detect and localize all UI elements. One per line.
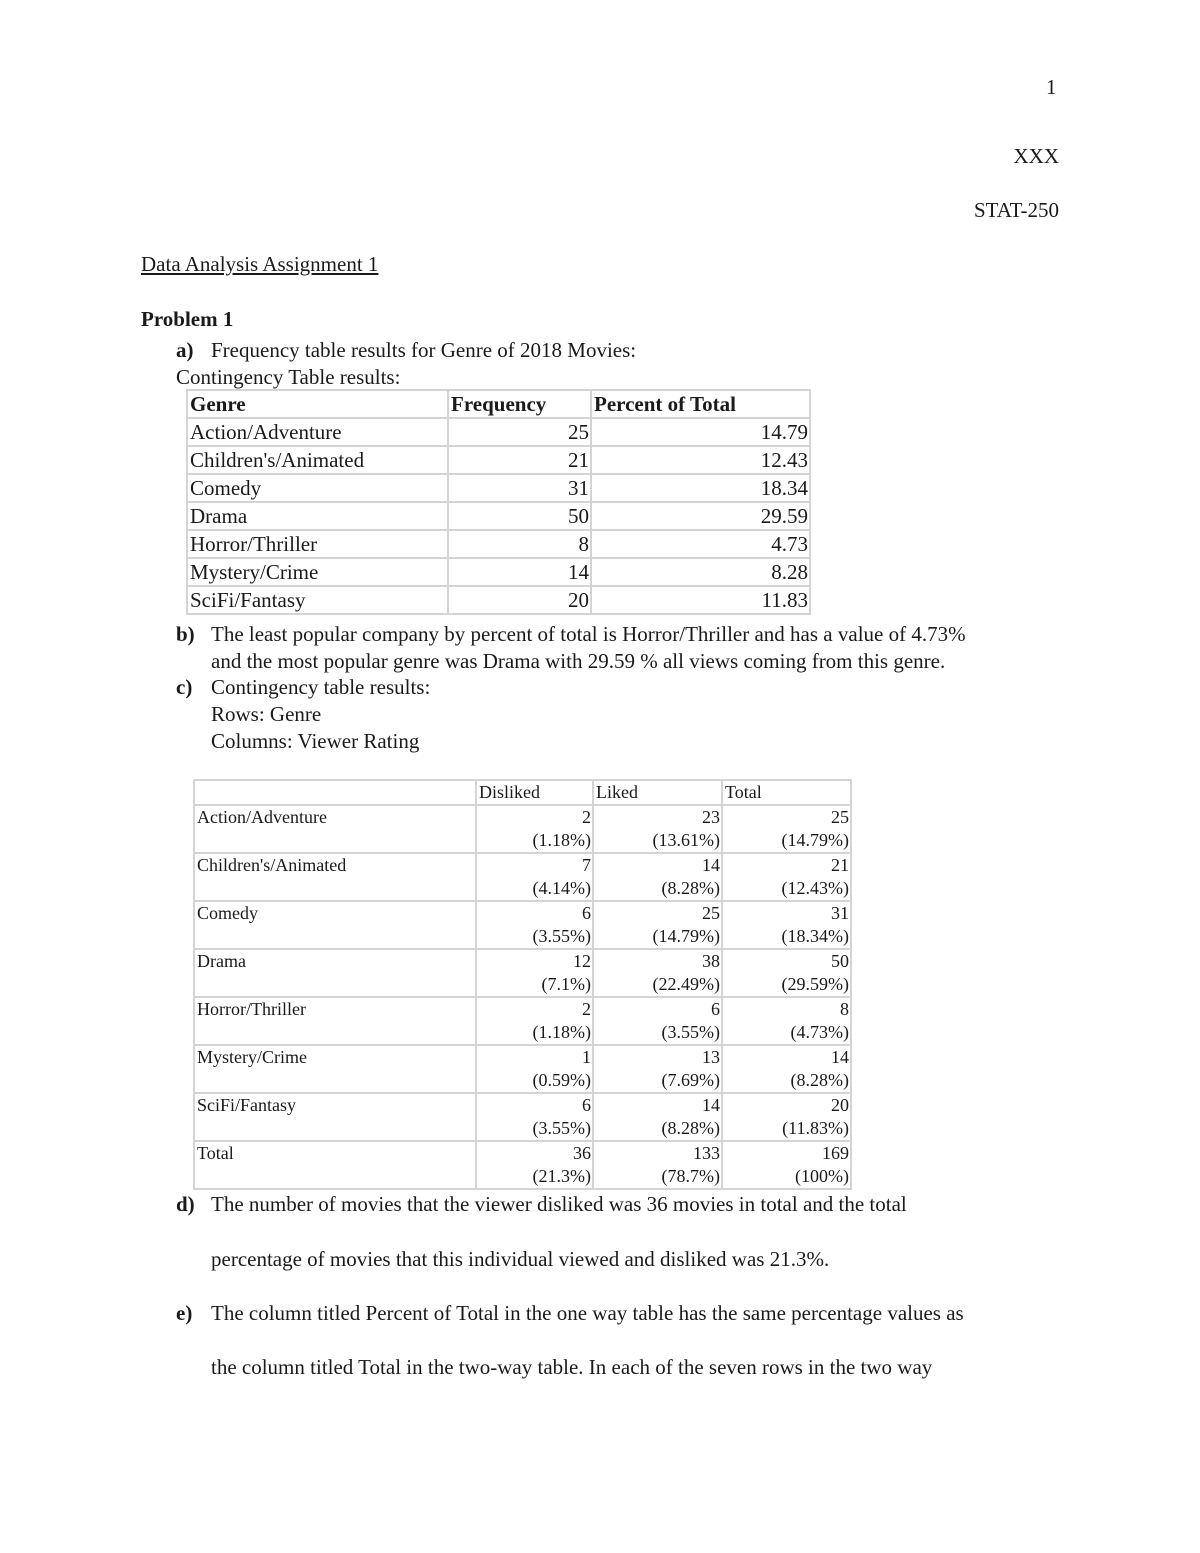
genre-cell: Horror/Thriller (194, 997, 476, 1045)
count-value: 2 (582, 807, 591, 827)
percent-cell: 29.59 (591, 502, 810, 530)
total-cell (722, 1141, 851, 1189)
percent-value: (7.69%) (661, 1070, 720, 1090)
liked-cell (593, 1093, 722, 1141)
genre-cell: Action/Adventure (187, 418, 448, 446)
part-c-line3: Columns: Viewer Rating (211, 729, 420, 753)
count-value: 14 (702, 855, 720, 875)
percent-value: (100%) (795, 1166, 849, 1186)
liked-cell (593, 1045, 722, 1093)
count-value: 23 (702, 807, 720, 827)
genre-cell: Action/Adventure (194, 805, 476, 853)
disliked-cell (476, 997, 593, 1045)
percent-value: (14.79%) (781, 830, 849, 850)
count-value: 12 (573, 951, 591, 971)
count-value: 13 (702, 1047, 720, 1067)
percent-value: (0.59%) (532, 1070, 591, 1090)
header-liked: Liked (593, 780, 722, 805)
header-total: Total (722, 780, 851, 805)
genre-cell: Children's/Animated (187, 446, 448, 474)
genre-cell: SciFi/Fantasy (187, 586, 448, 614)
percent-value: (21.3%) (532, 1166, 591, 1186)
problem-heading: Problem 1 (141, 307, 234, 331)
genre-cell: Children's/Animated (194, 853, 476, 901)
total-cell (722, 949, 851, 997)
assignment-title: Data Analysis Assignment 1 (141, 252, 379, 276)
percent-value: (4.73%) (790, 1022, 849, 1042)
table-row (187, 474, 810, 502)
count-value: 7 (582, 855, 591, 875)
count-value: 38 (702, 951, 720, 971)
part-e-line2: the column titled Total in the two-way table. In each of the seven rows in the two way (211, 1355, 933, 1379)
disliked-cell (476, 1045, 593, 1093)
count-value: 6 (582, 903, 591, 923)
table-row (194, 1045, 851, 1093)
frequency-cell: 21 (448, 446, 591, 474)
count-value: 169 (822, 1143, 849, 1163)
percent-value: (12.43%) (781, 878, 849, 898)
liked-cell (593, 949, 722, 997)
table-row (194, 1093, 851, 1141)
table-row (187, 418, 810, 446)
percent-value: (22.49%) (652, 974, 720, 994)
disliked-cell (476, 949, 593, 997)
genre-cell: Mystery/Crime (187, 558, 448, 586)
disliked-cell (476, 1141, 593, 1189)
disliked-cell (476, 1093, 593, 1141)
part-b-line1: The least popular company by percent of total is Horror/Thriller and has a value of 4.73% (211, 622, 966, 646)
table-row (187, 586, 810, 614)
total-cell (722, 997, 851, 1045)
table-row (194, 805, 851, 853)
part-d-label: d) (176, 1192, 195, 1216)
part-b-label: b) (176, 622, 195, 646)
table-row (187, 446, 810, 474)
count-value: 25 (702, 903, 720, 923)
liked-cell (593, 901, 722, 949)
table-row (187, 558, 810, 586)
part-c-line1: Contingency table results: (211, 675, 431, 699)
percent-cell: 8.28 (591, 558, 810, 586)
table-row (194, 949, 851, 997)
disliked-cell (476, 805, 593, 853)
part-d-line1: The number of movies that the viewer disliked was 36 movies in total and the total (211, 1192, 907, 1216)
header-disliked: Disliked (476, 780, 593, 805)
count-value: 1 (582, 1047, 591, 1067)
author-name: XXX (1013, 144, 1059, 168)
disliked-cell (476, 853, 593, 901)
percent-cell: 18.34 (591, 474, 810, 502)
genre-cell: Total (194, 1141, 476, 1189)
table-row (194, 997, 851, 1045)
liked-cell (593, 997, 722, 1045)
percent-value: (8.28%) (790, 1070, 849, 1090)
frequency-cell: 8 (448, 530, 591, 558)
frequency-cell: 31 (448, 474, 591, 502)
table-row (194, 901, 851, 949)
count-value: 6 (582, 1095, 591, 1115)
part-b-line2: and the most popular genre was Drama with 29.59 % all views coming from this genre. (211, 649, 946, 673)
genre-cell: Drama (187, 502, 448, 530)
percent-cell: 11.83 (591, 586, 810, 614)
percent-value: (7.1%) (541, 974, 591, 994)
part-d-line2: percentage of movies that this individual viewed and disliked was 21.3%. (211, 1247, 830, 1271)
part-c-line2: Rows: Genre (211, 702, 322, 726)
part-d (176, 1191, 907, 1218)
count-value: 31 (831, 903, 849, 923)
genre-cell: Comedy (187, 474, 448, 502)
part-e-line1: The column titled Percent of Total in the one way table has the same percentage values as (211, 1301, 964, 1325)
percent-value: (29.59%) (781, 974, 849, 994)
liked-cell (593, 805, 722, 853)
header-frequency: Frequency (448, 390, 591, 418)
part-b (176, 621, 966, 648)
header-blank (194, 780, 476, 805)
contingency-table-header (194, 780, 851, 805)
frequency-cell: 25 (448, 418, 591, 446)
count-value: 14 (702, 1095, 720, 1115)
frequency-table (186, 389, 811, 615)
part-a-text: Frequency table results for Genre of 2018 Movies: (211, 338, 637, 362)
table-row-total (194, 1141, 851, 1189)
table-row (187, 502, 810, 530)
page-number: 1 (1046, 75, 1057, 99)
genre-cell: Drama (194, 949, 476, 997)
part-e (176, 1300, 964, 1327)
genre-cell: Mystery/Crime (194, 1045, 476, 1093)
frequency-cell: 20 (448, 586, 591, 614)
genre-cell: SciFi/Fantasy (194, 1093, 476, 1141)
part-a (176, 337, 636, 364)
percent-value: (13.61%) (652, 830, 720, 850)
frequency-cell: 14 (448, 558, 591, 586)
percent-value: (3.55%) (661, 1022, 720, 1042)
count-value: 36 (573, 1143, 591, 1163)
genre-cell: Horror/Thriller (187, 530, 448, 558)
count-value: 20 (831, 1095, 849, 1115)
count-value: 6 (711, 999, 720, 1019)
part-c (176, 674, 430, 701)
header-percent: Percent of Total (591, 390, 810, 418)
percent-value: (8.28%) (661, 878, 720, 898)
count-value: 133 (693, 1143, 720, 1163)
liked-cell (593, 853, 722, 901)
count-value: 50 (831, 951, 849, 971)
percent-value: (4.14%) (532, 878, 591, 898)
percent-value: (3.55%) (532, 1118, 591, 1138)
count-value: 2 (582, 999, 591, 1019)
total-cell (722, 805, 851, 853)
percent-value: (1.18%) (532, 1022, 591, 1042)
percent-cell: 14.79 (591, 418, 810, 446)
part-c-label: c) (176, 675, 193, 699)
contingency-table (193, 779, 852, 1190)
part-a-label: a) (176, 338, 194, 362)
header-genre: Genre (187, 390, 448, 418)
genre-cell: Comedy (194, 901, 476, 949)
total-cell (722, 901, 851, 949)
percent-value: (18.34%) (781, 926, 849, 946)
percent-cell: 4.73 (591, 530, 810, 558)
part-e-label: e) (176, 1301, 193, 1325)
count-value: 21 (831, 855, 849, 875)
count-value: 8 (840, 999, 849, 1019)
frequency-table-header (187, 390, 810, 418)
total-cell (722, 1045, 851, 1093)
liked-cell (593, 1141, 722, 1189)
disliked-cell (476, 901, 593, 949)
total-cell (722, 1093, 851, 1141)
part-a-subtext: Contingency Table results: (176, 365, 401, 389)
percent-value: (11.83%) (782, 1118, 849, 1138)
table-row (187, 530, 810, 558)
percent-value: (3.55%) (532, 926, 591, 946)
total-cell (722, 853, 851, 901)
count-value: 14 (831, 1047, 849, 1067)
percent-value: (14.79%) (652, 926, 720, 946)
percent-value: (1.18%) (532, 830, 591, 850)
course-code: STAT-250 (973, 198, 1059, 222)
frequency-cell: 50 (448, 502, 591, 530)
percent-value: (78.7%) (661, 1166, 720, 1186)
percent-value: (8.28%) (661, 1118, 720, 1138)
table-row (194, 853, 851, 901)
percent-cell: 12.43 (591, 446, 810, 474)
count-value: 25 (831, 807, 849, 827)
